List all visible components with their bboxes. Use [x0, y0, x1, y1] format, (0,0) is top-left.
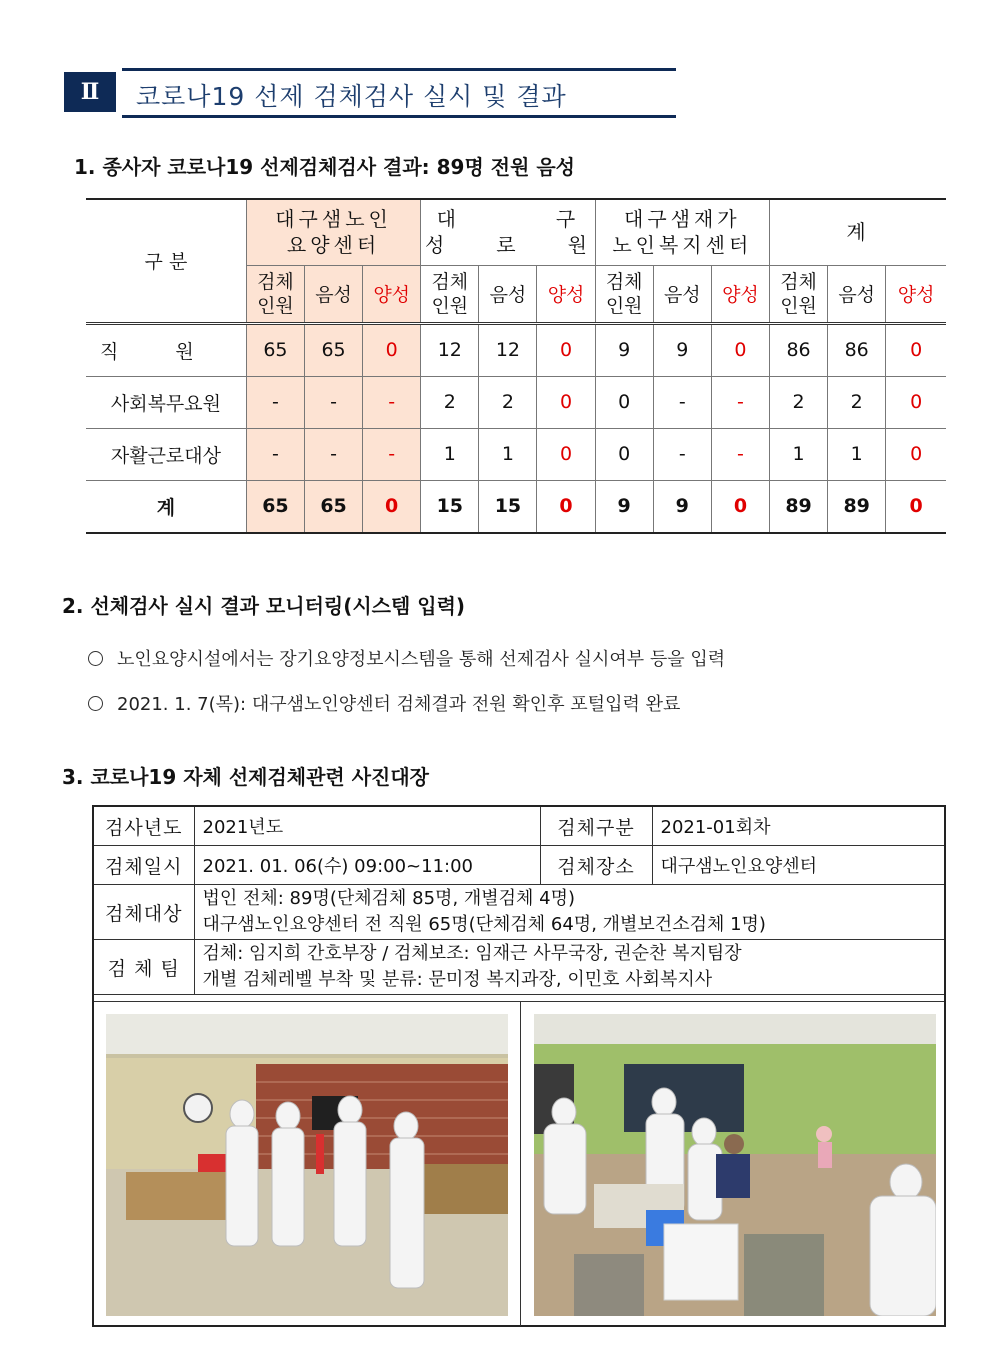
photo-staff-group	[106, 1014, 508, 1316]
cell: 0	[595, 376, 653, 428]
row-header: 구 분	[86, 199, 246, 323]
cell: 0	[537, 376, 595, 428]
section-number: Ⅱ	[64, 72, 116, 112]
cell: -	[246, 376, 304, 428]
cell: 86	[828, 323, 886, 376]
cell: 0	[595, 428, 653, 480]
cell: 9	[595, 480, 653, 533]
photo-divider	[520, 1002, 521, 1326]
results-table	[86, 198, 946, 534]
cell: 0	[363, 323, 421, 376]
circle-bullet-icon	[88, 696, 103, 711]
group-header-1: 대구샘노인 요양센터	[246, 199, 420, 265]
team-value: 검체: 임지희 간호부장 / 검체보조: 임재근 사무국장, 권순찬 복지팀장 개별 검체레벨 부착 및 분류: 문미정 복지과장, 이민호 사회복지사	[194, 940, 944, 995]
section-header	[64, 68, 676, 116]
place-label: 검체장소	[540, 846, 652, 885]
cell: 89	[770, 480, 828, 533]
team-label: 검 체 팀	[94, 940, 194, 995]
table-row-total	[86, 480, 946, 533]
cell: -	[363, 428, 421, 480]
cell: 0	[886, 323, 946, 376]
cell: 89	[828, 480, 886, 533]
sub-positive: 양성	[537, 265, 595, 323]
sub-negative: 음성	[479, 265, 537, 323]
cell: 2	[479, 376, 537, 428]
cell: 0	[537, 323, 595, 376]
cell: 9	[653, 323, 711, 376]
type-value: 2021-01회차	[652, 807, 944, 846]
row-label: 사회복무요원	[86, 376, 246, 428]
part2-heading: 2. 선체검사 실시 결과 모니터링(시스템 입력)	[62, 594, 466, 618]
target-label: 검체대상	[94, 885, 194, 940]
date-label: 검체일시	[94, 846, 194, 885]
cell: -	[653, 428, 711, 480]
cell: 9	[653, 480, 711, 533]
ledger-info-table	[94, 807, 944, 995]
cell: 15	[421, 480, 479, 533]
bullet-item: 2021. 1. 7(목): 대구샘노인양센터 검체결과 전원 확인후 포털입력 완료	[88, 690, 680, 716]
cell: 2	[828, 376, 886, 428]
photo-sample-collection-image	[534, 1014, 936, 1316]
section-title-box	[122, 68, 676, 118]
sub-positive: 양성	[711, 265, 769, 323]
sub-negative: 음성	[828, 265, 886, 323]
cell: -	[304, 376, 362, 428]
table-row	[86, 323, 946, 376]
sub-negative: 음성	[304, 265, 362, 323]
cell: -	[304, 428, 362, 480]
cell: 65	[304, 480, 362, 533]
cell: 0	[886, 480, 946, 533]
cell: 2	[770, 376, 828, 428]
cell: 65	[246, 323, 304, 376]
cell: 0	[886, 428, 946, 480]
cell: 65	[304, 323, 362, 376]
target-value: 법인 전체: 89명(단체검체 85명, 개별검체 4명) 대구샘노인요양센터 전 직원 65명(단체검체 64명, 개별보건소검체 1명)	[194, 885, 944, 940]
photo-area	[94, 1001, 944, 1326]
type-label: 검체구분	[540, 807, 652, 846]
sub-tested: 검체 인원	[246, 265, 304, 323]
sub-positive: 양성	[363, 265, 421, 323]
group-header-3: 대구샘재가 노인복지센터	[595, 199, 769, 265]
sub-tested: 검체 인원	[421, 265, 479, 323]
bullet-item: 노인요양시설에서는 장기요양정보시스템을 통해 선제검사 실시여부 등을 입력	[88, 645, 725, 671]
place-value: 대구샘노인요양센터	[652, 846, 944, 885]
row-label: 계	[86, 480, 246, 533]
group-header-total: 계	[770, 199, 947, 265]
cell: -	[711, 376, 769, 428]
circle-bullet-icon	[88, 651, 103, 666]
group-header-2: 대 구 성 로 원	[421, 199, 595, 265]
year-label: 검사년도	[94, 807, 194, 846]
cell: 0	[886, 376, 946, 428]
sub-tested: 검체 인원	[595, 265, 653, 323]
year-value: 2021년도	[194, 807, 540, 846]
cell: 0	[711, 480, 769, 533]
table-row	[86, 376, 946, 428]
part1-heading: 1. 종사자 코로나19 선제검체검사 결과: 89명 전원 음성	[74, 155, 575, 179]
sub-negative: 음성	[653, 265, 711, 323]
cell: 65	[246, 480, 304, 533]
cell: 1	[479, 428, 537, 480]
row-label: 자활근로대상	[86, 428, 246, 480]
cell: 12	[479, 323, 537, 376]
cell: 1	[421, 428, 479, 480]
cell: 1	[828, 428, 886, 480]
cell: -	[711, 428, 769, 480]
section-title: 코로나19 선제 검체검사 실시 및 결과	[136, 82, 567, 111]
cell: 0	[711, 323, 769, 376]
cell: 0	[363, 480, 421, 533]
cell: 0	[537, 480, 595, 533]
cell: -	[363, 376, 421, 428]
photo-staff-group-image	[106, 1014, 508, 1316]
cell: 2	[421, 376, 479, 428]
photo-ledger	[92, 805, 946, 1327]
row-label: 직 원	[86, 323, 246, 376]
part3-heading: 3. 코로나19 자체 선제검체관련 사진대장	[62, 765, 429, 789]
cell: -	[246, 428, 304, 480]
cell: 9	[595, 323, 653, 376]
sub-positive: 양성	[886, 265, 946, 323]
photo-sample-collection	[534, 1014, 936, 1316]
cell: -	[653, 376, 711, 428]
cell: 0	[537, 428, 595, 480]
table-row	[86, 428, 946, 480]
cell: 12	[421, 323, 479, 376]
date-value: 2021. 01. 06(수) 09:00~11:00	[194, 846, 540, 885]
cell: 86	[770, 323, 828, 376]
cell: 15	[479, 480, 537, 533]
cell: 1	[770, 428, 828, 480]
sub-tested: 검체 인원	[770, 265, 828, 323]
